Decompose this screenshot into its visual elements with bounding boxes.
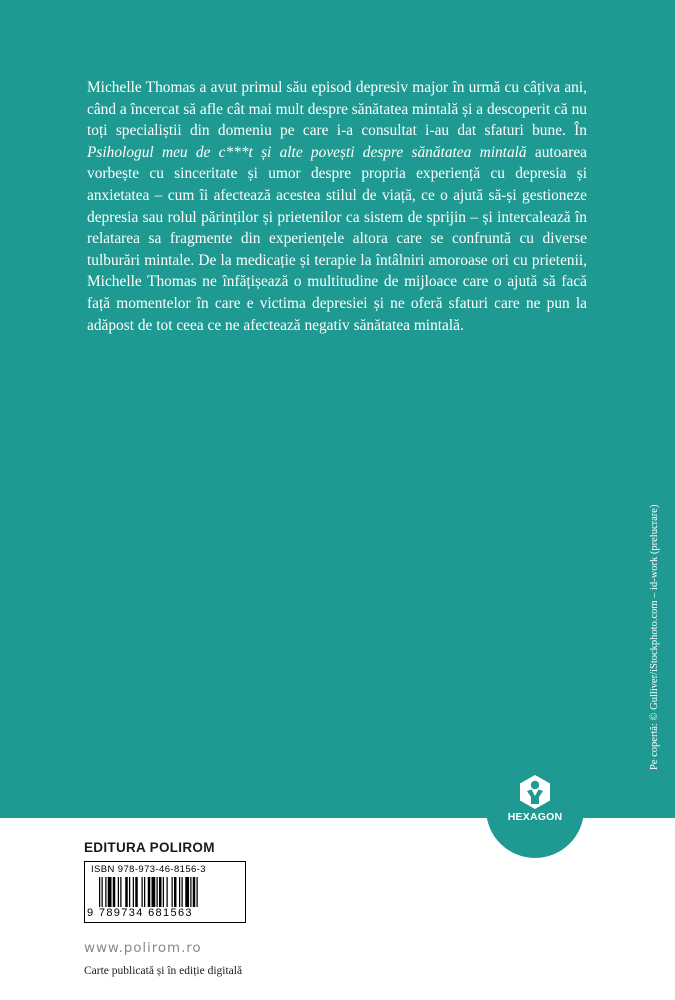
- barcode-bar: [193, 877, 196, 907]
- publisher-name: EDITURA POLIROM: [84, 840, 215, 855]
- barcode-bar: [190, 877, 191, 907]
- barcode-bar: [148, 877, 151, 907]
- barcode-digits: 9 789734 681563: [87, 907, 193, 919]
- isbn-number: ISBN 978-973-46-8156-3: [91, 864, 206, 875]
- hexagon-person-icon: [518, 774, 552, 810]
- barcode-bar: [142, 877, 143, 907]
- barcode-bar: [159, 877, 162, 907]
- cover-credit: Pe copertă: © Gulliver/iStockphoto.com – id-work (prelucrare): [649, 504, 660, 770]
- barcode-bar: [179, 877, 180, 907]
- barcode-bar: [172, 877, 173, 907]
- barcode-bar: [174, 877, 177, 907]
- barcode-bar: [185, 877, 189, 907]
- book-title: Psihologul meu de c***t și alte povești despre sănătatea mintală: [87, 143, 527, 161]
- publisher-website: www.polirom.ro: [84, 940, 202, 956]
- barcode-bar: [167, 877, 168, 907]
- barcode-bar: [99, 877, 100, 907]
- barcode-bar: [102, 877, 103, 907]
- barcode-bar: [120, 877, 121, 907]
- blurb-text-body: autoarea vorbește cu sinceritate și umor despre propria experiență cu depresia și anxietatea – cum îi afectează acestea stilul de viață, ce o ajută să-și gestioneze depresia sau rolul părinților și prietenilor ca sistem de sprijin – și intercalează în relatarea sa fragmente din experiențele altora care se confruntă cu diverse tulburări mintale. De la medicație și terapie la întâlniri amoroase ori cu prietenii, Michelle Thomas ne înfățișează o multitudine de mijloace care o ajută să facă față momentelor în care e victima depresiei și ne oferă sfaturi care ne pun la adăpost de tot ceea ce ne afectează negativ sănătatea mintală.: [87, 143, 587, 334]
- barcode-bar: [129, 877, 130, 907]
- barcode-bar: [135, 877, 138, 907]
- barcode-bar: [118, 877, 119, 907]
- barcode-bar: [108, 877, 112, 907]
- barcode-bar: [144, 877, 145, 907]
- hexagon-imprint-logo: [486, 760, 584, 858]
- barcode-bar: [157, 877, 158, 907]
- blurb-text-intro: Michelle Thomas a avut primul său episod depresiv major în urmă cu câțiva ani, când a încercat să afle cât mai mult despre sănătatea mintală și a descoperit că nu toți specialiștii din domeniu pe care i-a consultat i-au dat sfaturi bune. În: [87, 79, 587, 140]
- barcode-bar: [182, 877, 183, 907]
- hexagon-label: HEXAGON: [507, 811, 563, 823]
- barcode-bar: [125, 877, 128, 907]
- barcode-bar: [113, 877, 116, 907]
- barcode-bar: [163, 877, 164, 907]
- back-cover-blurb: [87, 77, 587, 336]
- barcode-bars: [99, 877, 233, 907]
- barcode-bar: [197, 877, 198, 907]
- isbn-barcode: [84, 861, 246, 923]
- barcode-bar: [105, 877, 106, 907]
- barcode-bar: [152, 877, 156, 907]
- barcode-bar: [133, 877, 134, 907]
- digital-edition-note: Carte publicată și în ediție digitală: [84, 965, 243, 977]
